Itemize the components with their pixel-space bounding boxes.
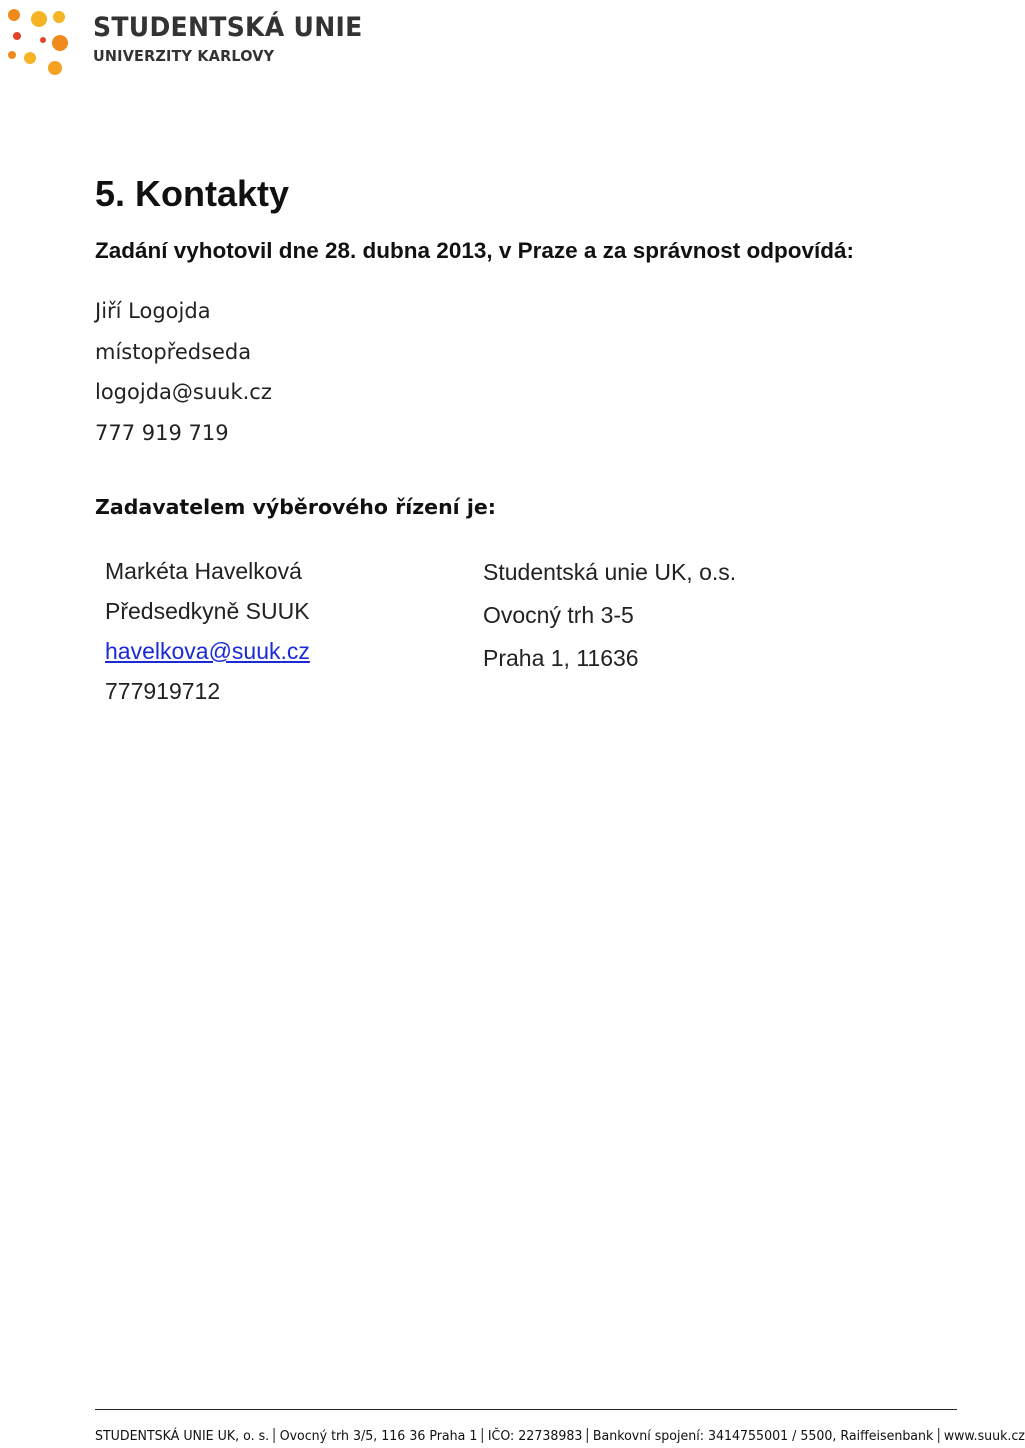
organization-name: Studentská unie UK, o.s. <box>483 559 737 585</box>
footer-separator <box>938 1428 939 1443</box>
responsible-person-block <box>95 291 272 453</box>
logo-dot <box>52 35 68 51</box>
footer-separator <box>587 1428 588 1443</box>
logo-dot <box>31 11 47 27</box>
responsible-name: Jiří Logojda <box>95 299 211 323</box>
logo-dot <box>8 9 20 21</box>
contact-email-line <box>105 631 310 671</box>
logo-dot <box>48 61 62 75</box>
section-heading: 5. Kontakty <box>95 173 290 214</box>
contact-name: Markéta Havelková <box>105 558 302 584</box>
logo-dots-icon <box>0 0 90 80</box>
footer-separator <box>274 1428 275 1443</box>
contact-phone: 777919712 <box>105 678 221 704</box>
logo-dot <box>40 37 46 43</box>
responsible-phone: 777 919 719 <box>95 420 229 445</box>
logo-dot <box>53 11 65 23</box>
logo-dot <box>8 51 16 59</box>
footer-ico: IČO: 22738983 <box>487 1429 583 1444</box>
contracting-authority-title: Zadavatelem výběrového řízení je: <box>95 495 496 519</box>
responsible-email: logojda@suuk.cz <box>95 380 272 404</box>
logo-title: STUDENTSKÁ UNIE <box>93 12 363 43</box>
footer-org: STUDENTSKÁ UNIE UK, o. s. <box>95 1429 270 1444</box>
responsible-role: místopředseda <box>95 339 252 364</box>
logo-subtitle: UNIVERZITY KARLOVY <box>93 47 275 65</box>
footer-address: Ovocný trh 3/5, 116 36 Praha 1 <box>279 1429 478 1444</box>
organization-street: Ovocný trh 3-5 <box>483 602 634 628</box>
footer-web: www.suuk.cz <box>943 1429 1025 1444</box>
footer-bank: Bankovní spojení: 3414755001 / 5500, Raiffeisenbank <box>592 1429 934 1444</box>
footer-divider <box>95 1409 957 1410</box>
logo <box>0 0 363 80</box>
responsibility-statement: Zadání vyhotovil dne 28. dubna 2013, v Praze a za správnost odpovídá: <box>95 238 854 263</box>
footer <box>95 1428 1025 1444</box>
contact-person-block <box>105 551 310 711</box>
logo-dot <box>24 52 36 64</box>
organization-address-block <box>483 551 736 680</box>
organization-city: Praha 1, 11636 <box>483 645 639 671</box>
footer-separator <box>482 1428 483 1443</box>
logo-dot <box>13 32 21 40</box>
contact-email-link[interactable]: havelkova@suuk.cz <box>105 638 310 664</box>
contact-role: Předsedkyně SUUK <box>105 598 310 624</box>
